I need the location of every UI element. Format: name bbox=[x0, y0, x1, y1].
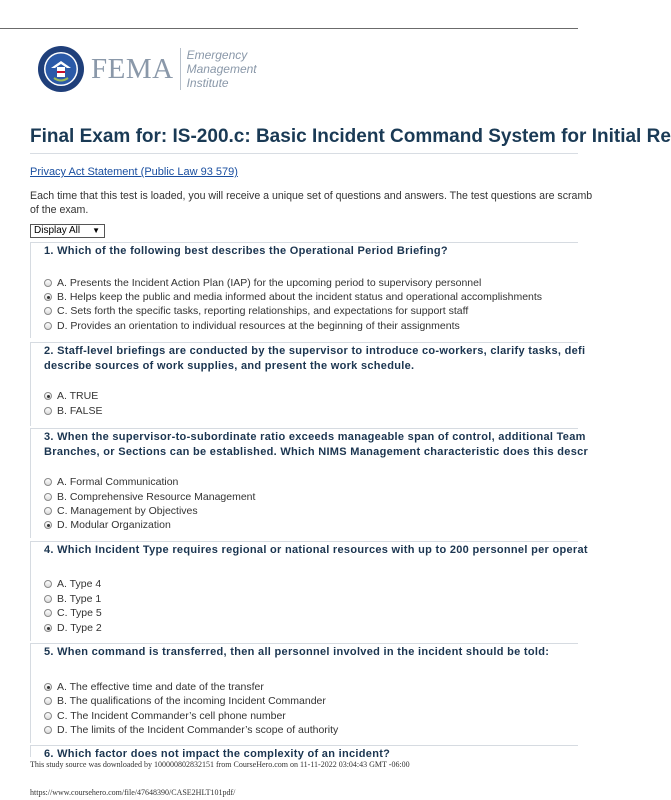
question-divider bbox=[30, 643, 578, 644]
answer-option[interactable]: B. FALSE bbox=[44, 404, 103, 418]
privacy-act-link[interactable]: Privacy Act Statement (Public Law 93 579) bbox=[30, 166, 238, 178]
radio-button[interactable] bbox=[44, 322, 52, 330]
question-divider bbox=[30, 242, 578, 243]
answer-option[interactable]: A. The effective time and date of the transfer bbox=[44, 680, 264, 694]
display-mode-select[interactable]: Display All ▼ bbox=[30, 224, 105, 238]
dhs-seal-icon bbox=[37, 45, 85, 93]
radio-button[interactable] bbox=[44, 609, 52, 617]
fema-wordmark: FEMA bbox=[91, 52, 174, 85]
answer-option[interactable]: C. Type 5 bbox=[44, 606, 102, 620]
radio-button[interactable] bbox=[44, 726, 52, 734]
radio-button[interactable] bbox=[44, 478, 52, 486]
title-divider bbox=[30, 153, 578, 154]
page-title: Final Exam for: IS-200.c: Basic Incident Command System for Initial Re bbox=[30, 126, 671, 147]
answer-option[interactable]: B. The qualifications of the incoming Incident Commander bbox=[44, 694, 326, 708]
answer-option[interactable]: A. Formal Communication bbox=[44, 475, 178, 489]
radio-button[interactable] bbox=[44, 683, 52, 691]
answer-option[interactable]: C. Management by Objectives bbox=[44, 504, 198, 518]
fema-emi-logo bbox=[37, 44, 257, 94]
question-text: 3. When the supervisor-to-subordinate ratio exceeds manageable span of control, additional Team Branches, or Sections can be established. Which NIMS Management characteristic does this descr bbox=[44, 431, 589, 458]
top-divider bbox=[0, 28, 578, 29]
question-block bbox=[30, 541, 588, 641]
question-divider bbox=[30, 541, 578, 542]
radio-button[interactable] bbox=[44, 595, 52, 603]
question-divider bbox=[30, 342, 578, 343]
question-text: 4. Which Incident Type requires regional or national resources with up to 200 personnel per operat bbox=[44, 544, 588, 556]
answer-option[interactable]: D. Modular Organization bbox=[44, 518, 171, 532]
question-text: 1. Which of the following best describes the Operational Period Briefing? bbox=[44, 245, 448, 257]
answer-option[interactable]: C. The Incident Commander’s cell phone number bbox=[44, 709, 286, 723]
radio-button[interactable] bbox=[44, 307, 52, 315]
question-block bbox=[30, 242, 578, 338]
question-text: 6. Which factor does not impact the complexity of an incident? bbox=[44, 748, 391, 760]
answer-option[interactable]: B. Helps keep the public and media informed about the incident status and operational accomplishments bbox=[44, 290, 542, 304]
question-block bbox=[30, 745, 578, 759]
intro-text: Each time that this test is loaded, you will receive a unique set of questions and answers. The test questions are scramb of the exam. bbox=[30, 190, 593, 216]
answer-option[interactable]: A. Type 4 bbox=[44, 577, 101, 591]
answer-option[interactable]: A. TRUE bbox=[44, 389, 98, 403]
institute-name: Emergency Management Institute bbox=[186, 48, 257, 90]
question-block bbox=[30, 428, 589, 538]
radio-button[interactable] bbox=[44, 293, 52, 301]
logo-divider bbox=[180, 48, 181, 90]
question-block bbox=[30, 342, 586, 426]
question-text: 5. When command is transferred, then all personnel involved in the incident should be told: bbox=[44, 646, 550, 658]
source-url: https://www.coursehero.com/file/47648390/CASE2HLT101pdf/ bbox=[30, 788, 236, 797]
radio-button[interactable] bbox=[44, 392, 52, 400]
answer-option[interactable]: A. Presents the Incident Action Plan (IAP) for the upcoming period to supervisory personnel bbox=[44, 276, 481, 290]
radio-button[interactable] bbox=[44, 580, 52, 588]
radio-button[interactable] bbox=[44, 521, 52, 529]
question-block bbox=[30, 643, 578, 743]
answer-option[interactable]: D. Type 2 bbox=[44, 621, 102, 635]
answer-option[interactable]: D. Provides an orientation to individual resources at the beginning of their assignments bbox=[44, 319, 460, 333]
question-text: 2. Staff-level briefings are conducted by the supervisor to introduce co-workers, clarify tasks, defi describe sources of work supplies, and present the work schedule. bbox=[44, 345, 586, 372]
question-divider bbox=[30, 745, 578, 746]
question-divider bbox=[30, 428, 578, 429]
radio-button[interactable] bbox=[44, 624, 52, 632]
radio-button[interactable] bbox=[44, 493, 52, 501]
answer-option[interactable]: B. Comprehensive Resource Management bbox=[44, 490, 255, 504]
answer-option[interactable]: D. The limits of the Incident Commander’s scope of authority bbox=[44, 723, 338, 737]
dropdown-arrow-icon: ▼ bbox=[92, 226, 100, 235]
radio-button[interactable] bbox=[44, 697, 52, 705]
radio-button[interactable] bbox=[44, 279, 52, 287]
answer-option[interactable]: B. Type 1 bbox=[44, 592, 101, 606]
answer-option[interactable]: C. Sets forth the specific tasks, reporting relationships, and expectations for support staff bbox=[44, 304, 468, 318]
radio-button[interactable] bbox=[44, 407, 52, 415]
radio-button[interactable] bbox=[44, 712, 52, 720]
radio-button[interactable] bbox=[44, 507, 52, 515]
download-source-note: This study source was downloaded by 100000802832151 from CourseHero.com on 11-11-2022 03:04:43 GMT -06:00 bbox=[30, 760, 410, 769]
